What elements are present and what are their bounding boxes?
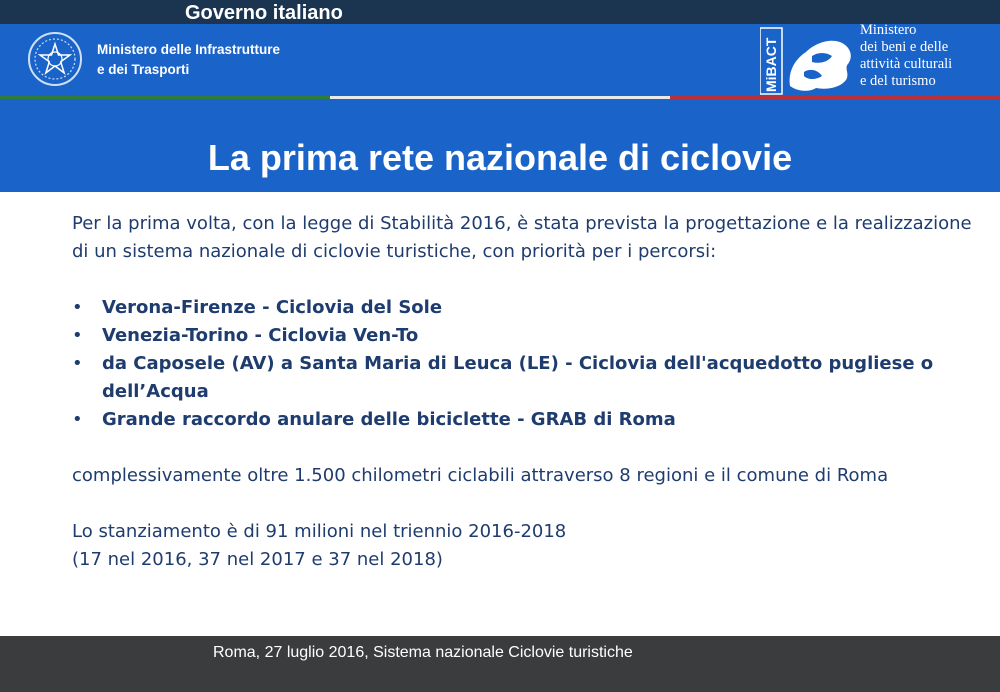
slide-body: [72, 210, 987, 574]
mibact-name-line1: Ministero: [860, 22, 917, 38]
svg-text:MiBACT: MiBACT: [763, 37, 779, 92]
route-label: Grande raccordo anulare delle biciclette - GRAB di Roma: [102, 409, 676, 430]
list-item: [72, 350, 987, 406]
tricolor-divider: [0, 96, 1000, 99]
funding-line: Lo stanziamento è di 91 milioni nel triennio 2016-2018: [72, 521, 567, 542]
bullet-icon: •: [72, 297, 83, 318]
funding-breakdown: (17 nel 2016, 37 nel 2017 e 37 nel 2018): [72, 549, 443, 570]
routes-list: [72, 294, 987, 434]
list-item: [72, 406, 987, 434]
mit-ministry-name: [97, 40, 280, 80]
route-label: Venezia-Torino - Ciclovia Ven-To: [102, 325, 419, 346]
slide-title: La prima rete nazionale di ciclovie: [207, 137, 793, 178]
intro-paragraph: Per la prima volta, con la legge di Stabilità 2016, è stata prevista la progettazione e la realizzazione di un sistema nazionale di ciclovie turistiche, con priorità per i percorsi:: [72, 213, 972, 262]
bullet-icon: •: [72, 409, 83, 430]
route-label: da Caposele (AV) a Santa Maria di Leuca (LE) - Ciclovia dell'acquedotto pugliese o dell’Acqua: [102, 353, 934, 402]
mibact-name-line2: dei beni e delle: [860, 39, 949, 55]
footer-caption: Roma, 27 luglio 2016, Sistema nazionale Ciclovie turistiche: [213, 644, 633, 661]
italian-emblem-icon: [26, 30, 84, 88]
government-label: Governo italiano: [185, 2, 343, 24]
route-label: Verona-Firenze - Ciclovia del Sole: [102, 297, 443, 318]
list-item: [72, 322, 987, 350]
summary-paragraph: complessivamente oltre 1.500 chilometri ciclabili attraverso 8 regioni e il comune di Roma: [72, 465, 889, 486]
bullet-icon: •: [72, 325, 83, 346]
mit-name-line1: Ministero delle Infrastrutture: [97, 42, 281, 57]
government-bar: [0, 0, 1000, 24]
bullet-icon: •: [72, 353, 83, 374]
mit-name-line2: e dei Trasporti: [97, 62, 190, 77]
mibact-logo-icon: [760, 26, 856, 96]
mibact-name-line4: e del turismo: [860, 73, 936, 89]
mibact-name-line3: attività culturali: [860, 56, 953, 72]
mibact-ministry-name: [860, 22, 952, 90]
list-item: [72, 294, 987, 322]
